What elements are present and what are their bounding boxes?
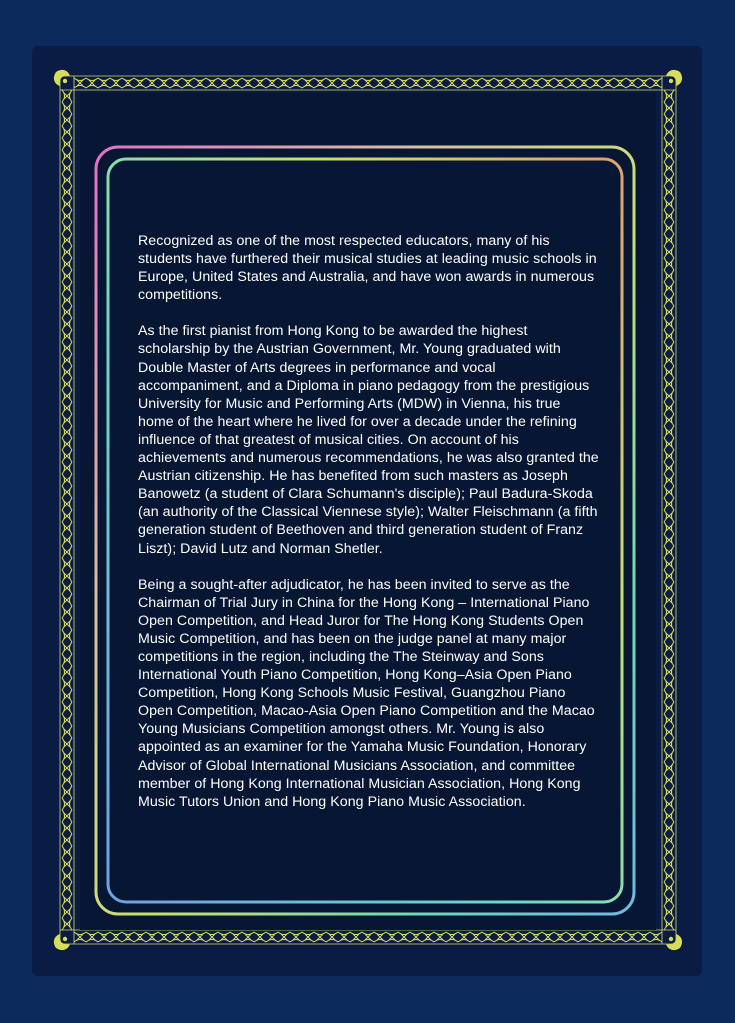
paragraph-1: Recognized as one of the most respected educators, many of his students have furthered their musical studies at leading music schools in Europe, United States and Australia, and have won awards in numerous competitions. (138, 233, 597, 304)
paragraph-2: As the first pianist from Hong Kong to be awarded the highest scholarship by the Austrian Government, Mr. Young graduated with Double Master of Arts degrees in performance and vocal accompaniment, and a Diploma in piano pedagogy from the prestigious University for Music and Performing Arts (MDW) in Vienna, his true home of the heart where he lived for over a decade under the refining influence of that greatest of musical cities. On account of his achievements and numerous recommendations, he was also granted the Austrian citizenship. He has benefited from such masters as Joseph Banowetz (a student of Clara Schumann's disciple); Paul Badura-Skoda (an authority of the Classical Viennese style); Walter Fleischmann (a fifth generation student of Beethoven and third generation student of Franz Liszt); David Lutz and Norman Shetler. (138, 323, 599, 557)
body-text (138, 232, 600, 829)
paragraph-3: Being a sought-after adjudicator, he has been invited to serve as the Chairman of Trial Jury in China for the Hong Kong – International Piano Open Competition, and Head Juror for The Hong Kong Students Open Music Competition, and has been on the judge panel at many major competitions in the region, including the The Steinway and Sons International Youth Piano Competition, Hong Kong–Asia Open Piano Competition, Hong Kong Schools Music Festival, Guangzhou Piano Open Competition, Macao-Asia Open Piano Competition and the Macao Young Musicians Competition amongst others. Mr. Young is also appointed as an examiner for the Yamaha Music Foundation, Honorary Advisor of Global International Musicians Association, and committee member of Hong Kong International Musician Association, Hong Kong Music Tutors Union and Hong Kong Piano Music Association. (138, 576, 595, 810)
